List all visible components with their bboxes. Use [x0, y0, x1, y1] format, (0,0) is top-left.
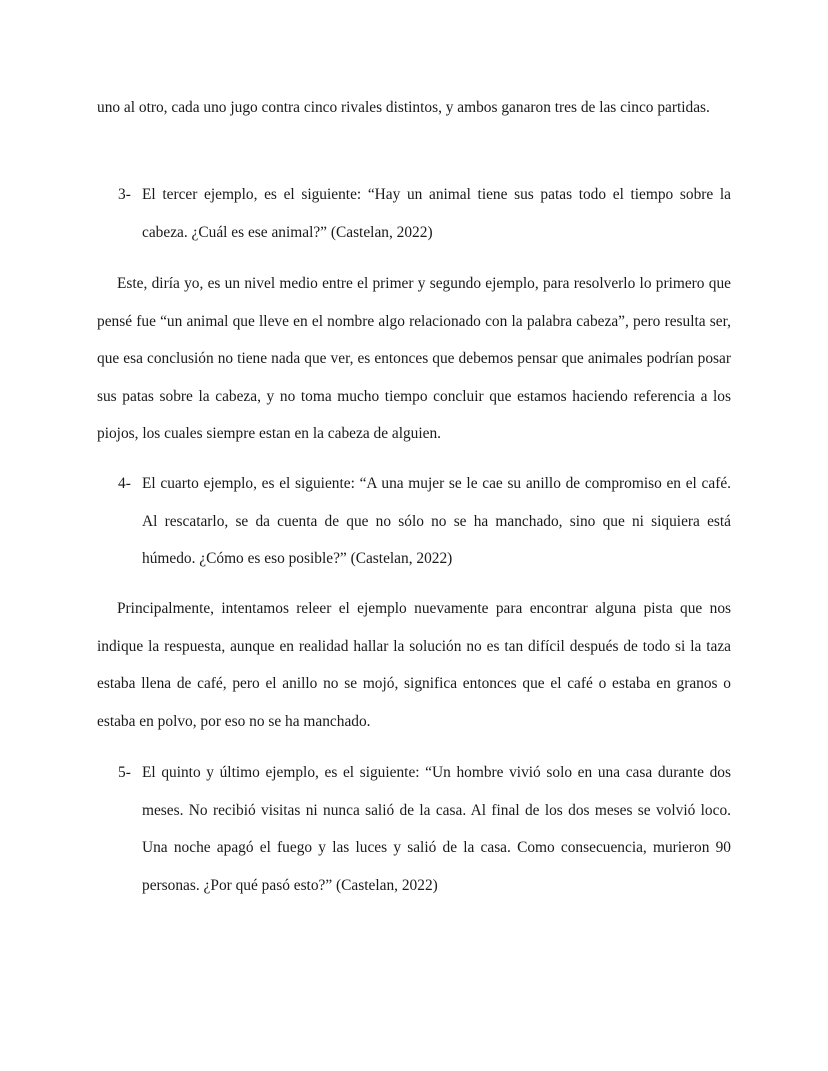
list-item-text: El quinto y último ejemplo, es el siguiente: “Un hombre vivió solo en una casa durante dos meses. No recibió visitas ni nunca salió de la casa. Al final de los dos meses se volvió loco. Una noche apagó el fuego y las luces y salió de la casa. Como consecuencia, murieron 90 personas. ¿Por qué pasó esto?” (Castelan, 2022): [142, 764, 731, 894]
list-item-number: 4-: [118, 475, 131, 492]
paragraph-analysis-3: Este, diría yo, es un nivel medio entre el primer y segundo ejemplo, para resolverlo lo primero que pensé fue “un animal que lleve en el nombre algo relacionado con la palabra cabeza”, pero resulta ser, que esa conclusión no tiene nada que ver, es entonces que debemos pensar que animales podrían posar sus patas sobre la cabeza, y no toma mucho tiempo concluir que estamos haciendo referencia a los piojos, los cuales siempre estan en la cabeza de alguien.: [97, 275, 731, 442]
list-item-number: 3-: [118, 186, 131, 203]
list-item-text: El tercer ejemplo, es el siguiente: “Hay un animal tiene sus patas todo el tiempo sobre la cabeza. ¿Cuál es ese animal?” (Castelan, 2022): [142, 186, 731, 241]
list-item-text: El cuarto ejemplo, es el siguiente: “A una mujer se le cae su anillo de compromiso en el café. Al rescatarlo, se da cuenta de que no sólo no se ha manchado, sino que ni siquiera está húmedo. ¿Cómo es eso posible?” (Castelan, 2022): [142, 475, 731, 567]
list-item-4: [118, 465, 731, 578]
list-item-5: [118, 754, 731, 904]
list-item-number: 5-: [118, 764, 131, 781]
list-item-3: [118, 176, 731, 251]
paragraph-continuation: uno al otro, cada uno jugo contra cinco rivales distintos, y ambos ganaron tres de las cinco partidas.: [97, 99, 710, 116]
paragraph-analysis-4: Principalmente, intentamos releer el ejemplo nuevamente para encontrar alguna pista que nos indique la respuesta, aunque en realidad hallar la solución no es tan difícil después de todo si la taza estaba llena de café, pero el anillo no se mojó, significa entonces que el café o estaba en granos o estaba en polvo, por eso no se ha manchado.: [97, 600, 731, 730]
